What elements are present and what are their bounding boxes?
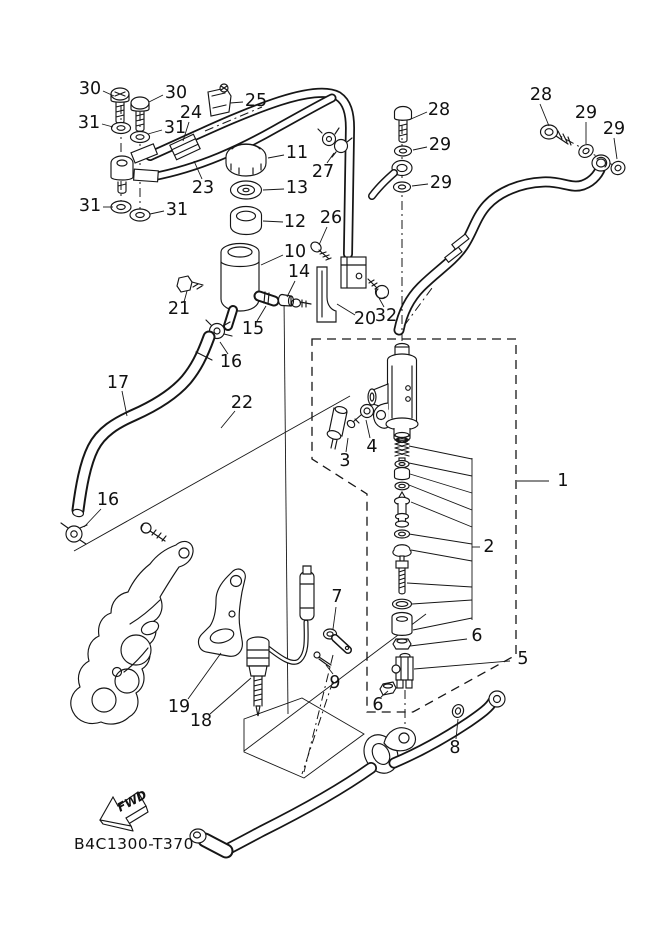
part-label-12: 12 — [283, 212, 307, 232]
cotter-pin-9 — [314, 652, 331, 667]
banjo-union — [111, 156, 133, 193]
washer-29Lb — [394, 182, 411, 192]
lock-nut-6a — [393, 639, 411, 649]
leader-line-26-22 — [319, 227, 327, 245]
clamp-25 — [208, 84, 231, 116]
part-label-18: 18 — [189, 711, 213, 731]
washer-8 — [451, 703, 465, 719]
piston — [395, 492, 410, 527]
leader-line-11-9 — [268, 155, 284, 158]
part-label-31: 31 — [78, 196, 102, 216]
part-label-26: 26 — [319, 208, 343, 228]
leader-line-12-11 — [263, 221, 283, 222]
hose-joint-24 — [170, 134, 200, 159]
reservoir-cap-11 — [226, 144, 266, 176]
part-label-10: 10 — [283, 242, 307, 262]
connector-14 — [279, 295, 294, 307]
stay-bracket-19 — [199, 569, 246, 656]
leader-line-25-7 — [230, 102, 243, 103]
washer-31c — [111, 201, 131, 213]
clevis-5 — [392, 654, 413, 734]
bolt-30a — [111, 88, 129, 123]
part-label-11: 11 — [285, 143, 309, 163]
washer-29Rb — [609, 159, 627, 177]
kit-fan-lines — [407, 446, 472, 630]
part-label-8: 8 — [449, 738, 461, 758]
valve-washer — [395, 458, 409, 468]
hose-clamp-16b — [61, 523, 87, 544]
part-label-28: 28 — [529, 85, 553, 105]
part-label-25: 25 — [244, 91, 268, 111]
leader-line-28-27 — [540, 104, 549, 126]
part-label-29: 29 — [574, 103, 598, 123]
part-label-13: 13 — [285, 178, 309, 198]
part-label-7: 7 — [331, 587, 343, 607]
leader-line-16-17 — [84, 509, 101, 527]
leader-line-18-40 — [210, 678, 251, 714]
washer-29Ra — [577, 142, 596, 160]
part-label-14: 14 — [287, 262, 311, 282]
brake-switch-18 — [247, 566, 314, 716]
leader-line-14-13 — [287, 281, 295, 297]
part-label-31: 31 — [163, 118, 187, 138]
part-label-6: 6 — [471, 626, 483, 646]
seal-washer — [395, 530, 410, 538]
leader-line-22-19 — [221, 411, 235, 428]
hose-junction-block — [341, 257, 366, 288]
push-rod — [393, 545, 411, 594]
leader-line-20-20 — [337, 304, 355, 315]
o-ring-small — [395, 482, 409, 490]
part-label-29: 29 — [428, 135, 452, 155]
part-label-31: 31 — [77, 113, 101, 133]
leader-line-19-41 — [188, 653, 221, 699]
leader-line-6-35 — [410, 639, 467, 646]
part-label-27: 27 — [311, 162, 335, 182]
hose-eye-right — [592, 155, 610, 171]
leader-line-3-32 — [346, 438, 348, 452]
cylinder-kit-stack — [392, 433, 472, 650]
leader-line-31-3 — [148, 130, 162, 134]
part-label-4: 4 — [366, 437, 378, 457]
bracket-20 — [317, 267, 336, 322]
part-label-22: 22 — [230, 393, 254, 413]
washer-29La — [395, 146, 412, 156]
leader-line-29-29 — [614, 138, 617, 159]
part-label-20: 20 — [353, 309, 377, 329]
part-label-30: 30 — [78, 79, 102, 99]
reservoir-hose-17 — [72, 337, 212, 518]
leader-line-31-5 — [150, 211, 164, 214]
part-label-6: 6 — [372, 695, 384, 715]
part-label-3: 3 — [339, 451, 351, 471]
part-label-5: 5 — [517, 649, 529, 669]
part-label-32: 32 — [374, 306, 398, 326]
leader-line-4-33 — [366, 420, 370, 438]
part-label-29: 29 — [602, 119, 626, 139]
part-label-17: 17 — [106, 373, 130, 393]
part-label-15: 15 — [241, 319, 265, 339]
fwd-arrow — [100, 788, 149, 831]
leader-line-30-1 — [149, 95, 163, 102]
part-label-9: 9 — [329, 673, 341, 693]
leader-line-28-24 — [411, 112, 427, 119]
bolt-21 — [177, 276, 203, 292]
banjo-bolt-28L — [395, 107, 412, 143]
part-label-1: 1 — [557, 471, 569, 491]
reservoir-10 — [221, 244, 274, 327]
part-label-16: 16 — [219, 352, 243, 372]
washer-31b — [131, 132, 150, 143]
leader-line-29-26 — [412, 184, 428, 186]
part-label-29: 29 — [429, 173, 453, 193]
leader-line-5-34 — [414, 661, 510, 669]
banjo-bolt-28R — [541, 125, 572, 145]
leader-line-17-18 — [122, 391, 127, 416]
bracket-bolt — [141, 523, 166, 541]
boot — [392, 613, 412, 636]
part-label-21: 21 — [167, 299, 191, 319]
part-label-31: 31 — [165, 200, 189, 220]
bushing-4 — [346, 405, 374, 430]
drawing-code: B4C1300-T370 — [74, 835, 194, 853]
washer-31a — [112, 123, 131, 134]
washer-31d — [130, 209, 150, 221]
part-label-2: 2 — [483, 537, 495, 557]
leader-line-13-10 — [263, 189, 284, 190]
fwd-label: FWD — [114, 787, 150, 815]
diaphragm-plate-13 — [231, 181, 262, 199]
screw-into-bracket — [292, 299, 312, 307]
screw-32 — [368, 279, 389, 299]
diaphragm-12 — [231, 207, 262, 235]
part-label-28: 28 — [427, 100, 451, 120]
part-label-23: 23 — [191, 178, 215, 198]
leader-line-29-25 — [413, 147, 427, 150]
master-cylinder — [368, 344, 418, 443]
part-label-16: 16 — [96, 490, 120, 510]
part-label-19: 19 — [167, 697, 191, 717]
elbow-3 — [326, 405, 348, 449]
o-ring-large — [393, 599, 412, 609]
leader-line-31-2 — [102, 124, 113, 127]
part-label-24: 24 — [179, 103, 203, 123]
part-label-30: 30 — [164, 83, 188, 103]
leader-line-10-12 — [261, 255, 283, 265]
cup-seal — [395, 468, 410, 480]
leader-line-7-37 — [333, 607, 336, 629]
lock-nut-6b — [380, 682, 396, 695]
